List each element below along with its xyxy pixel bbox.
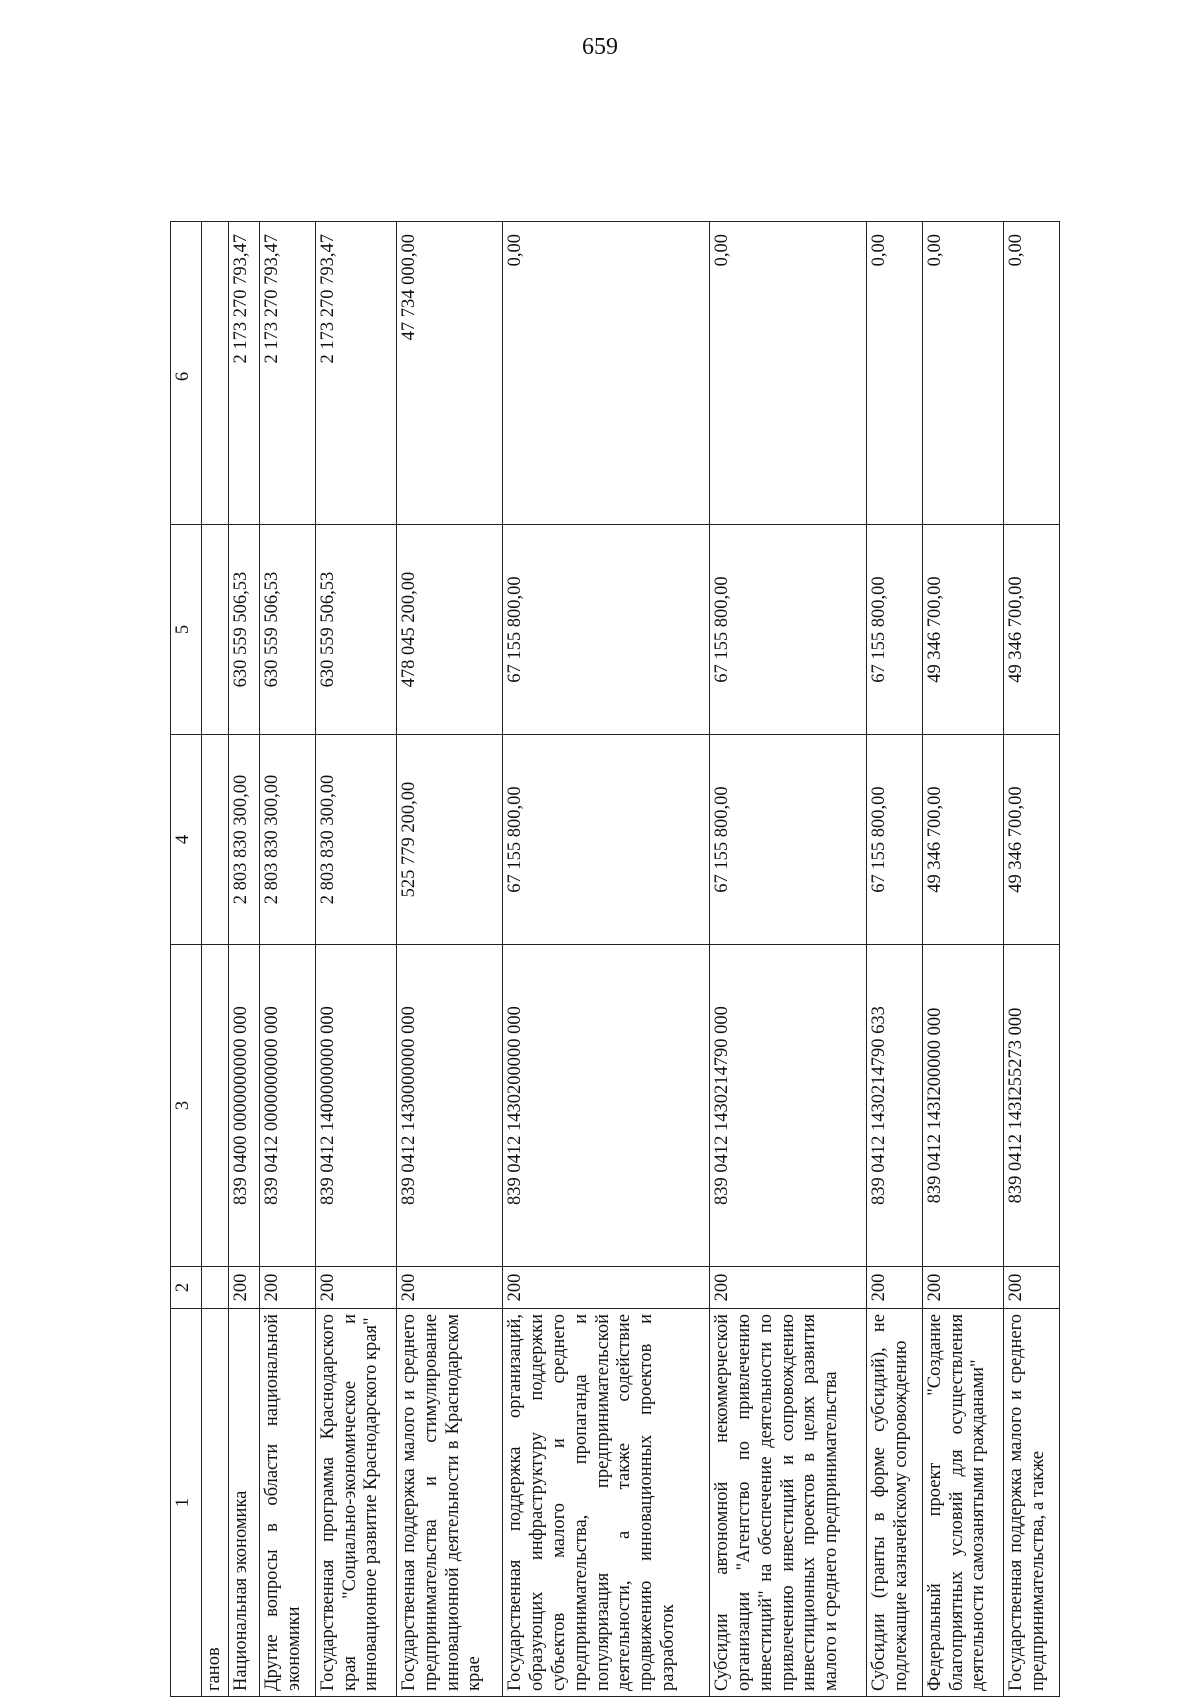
row-amount-remainder: 0,00 — [922, 222, 1003, 525]
table-row — [866, 222, 922, 1697]
row-name: Государственная поддержка организаций, образующих инфраструктуру поддержки субъектов малого и среднего предпринимательства, пропаганда и популяризация предпринимательской деятельности, а также содействие продвижению инновационных проектов и разработок — [503, 1309, 710, 1697]
continuation-row — [202, 222, 229, 1697]
table-row — [710, 222, 867, 1697]
row-name: Субсидии автономной некоммерческой организации "Агентство по привлечению инвестиций" на обеспечение деятельности по привлечению инвестиций и сопровождению инвестиционных проектов в целях развития малого и среднего предпринимательства — [710, 1309, 867, 1697]
table-row — [922, 222, 1003, 1697]
row-amount-exec: 67 155 800,00 — [710, 525, 867, 735]
table-row — [315, 222, 396, 1697]
row-amount-exec: 49 346 700,00 — [922, 525, 1003, 735]
table-row — [396, 222, 502, 1697]
row-name: Субсидии (гранты в форме субсидий), не подлежащие казначейскому сопровождению — [866, 1309, 922, 1697]
header-cell-4: 4 — [171, 735, 202, 945]
page-number: 659 — [582, 34, 618, 60]
row-classification: 839 0412 0000000000 000 — [259, 945, 315, 1267]
row-code: 200 — [228, 1267, 259, 1309]
row-classification: 839 0412 1430200000 000 — [503, 945, 710, 1267]
row-amount-remainder: 2 173 270 793,47 — [315, 222, 396, 525]
row-classification: 839 0412 143I200000 000 — [922, 945, 1003, 1267]
row-amount-exec: 49 346 700,00 — [1003, 525, 1059, 735]
budget-table-rotated — [170, 221, 1060, 1697]
row-amount-remainder: 0,00 — [503, 222, 710, 525]
row-name: Другие вопросы в области национальной экономики — [259, 1309, 315, 1697]
row-code: 200 — [503, 1267, 710, 1309]
row-code: 200 — [922, 1267, 1003, 1309]
row-name: Государственная программа Краснодарского края "Социально-экономическое и инновационное развитие Краснодарского края" — [315, 1309, 396, 1697]
row-amount-plan: 49 346 700,00 — [1003, 735, 1059, 945]
row-classification: 839 0412 1430000000 000 — [396, 945, 502, 1267]
row-name: Государственная поддержка малого и среднего предпринимательства, а также — [1003, 1309, 1059, 1697]
row-amount-plan: 2 803 830 300,00 — [315, 735, 396, 945]
row-amount-remainder: 0,00 — [866, 222, 922, 525]
row-classification: 839 0400 0000000000 000 — [228, 945, 259, 1267]
header-cell-6: 6 — [171, 222, 202, 525]
row-code: 200 — [710, 1267, 867, 1309]
header-cell-3: 3 — [171, 945, 202, 1267]
table-row — [1003, 222, 1059, 1697]
row-amount-plan: 2 803 830 300,00 — [228, 735, 259, 945]
row-code: 200 — [259, 1267, 315, 1309]
row-amount-plan: 67 155 800,00 — [866, 735, 922, 945]
row-amount-plan: 525 779 200,00 — [396, 735, 502, 945]
row-amount-exec: 67 155 800,00 — [503, 525, 710, 735]
row-classification: 839 0412 1400000000 000 — [315, 945, 396, 1267]
row-amount-exec: 67 155 800,00 — [866, 525, 922, 735]
budget-table — [170, 221, 1060, 1697]
table-row — [228, 222, 259, 1697]
row-classification: 839 0412 143I255273 000 — [1003, 945, 1059, 1267]
row-code: 200 — [315, 1267, 396, 1309]
header-cell-5: 5 — [171, 525, 202, 735]
row-amount-remainder: 2 173 270 793,47 — [259, 222, 315, 525]
row-amount-remainder: 0,00 — [1003, 222, 1059, 525]
row-amount-plan: 2 803 830 300,00 — [259, 735, 315, 945]
row-amount-plan: 67 155 800,00 — [503, 735, 710, 945]
row-amount-exec: 478 045 200,00 — [396, 525, 502, 735]
row-classification: 839 0412 1430214790 000 — [710, 945, 867, 1267]
row-name: Национальная экономика — [228, 1309, 259, 1697]
row-amount-plan: 67 155 800,00 — [710, 735, 867, 945]
table-row — [503, 222, 710, 1697]
header-cell-1: 1 — [171, 1309, 202, 1697]
table-header-row — [171, 222, 202, 1697]
row-amount-exec: 630 559 506,53 — [228, 525, 259, 735]
row-amount-remainder: 47 734 000,00 — [396, 222, 502, 525]
row-code: 200 — [1003, 1267, 1059, 1309]
header-cell-2: 2 — [171, 1267, 202, 1309]
row-amount-remainder: 2 173 270 793,47 — [228, 222, 259, 525]
row-name: Государственная поддержка малого и среднего предпринимательства и стимулирование инновационной деятельности в Краснодарском крае — [396, 1309, 502, 1697]
row-amount-exec: 630 559 506,53 — [259, 525, 315, 735]
row-name: Федеральный проект "Создание благоприятных условий для осуществления деятельности самозанятыми гражданами" — [922, 1309, 1003, 1697]
row-amount-remainder: 0,00 — [710, 222, 867, 525]
row-amount-exec: 630 559 506,53 — [315, 525, 396, 735]
row-code: 200 — [396, 1267, 502, 1309]
row-amount-plan: 49 346 700,00 — [922, 735, 1003, 945]
row-classification: 839 0412 1430214790 633 — [866, 945, 922, 1267]
row-code: 200 — [866, 1267, 922, 1309]
table-row — [259, 222, 315, 1697]
continuation-text: ганов — [202, 1309, 229, 1697]
